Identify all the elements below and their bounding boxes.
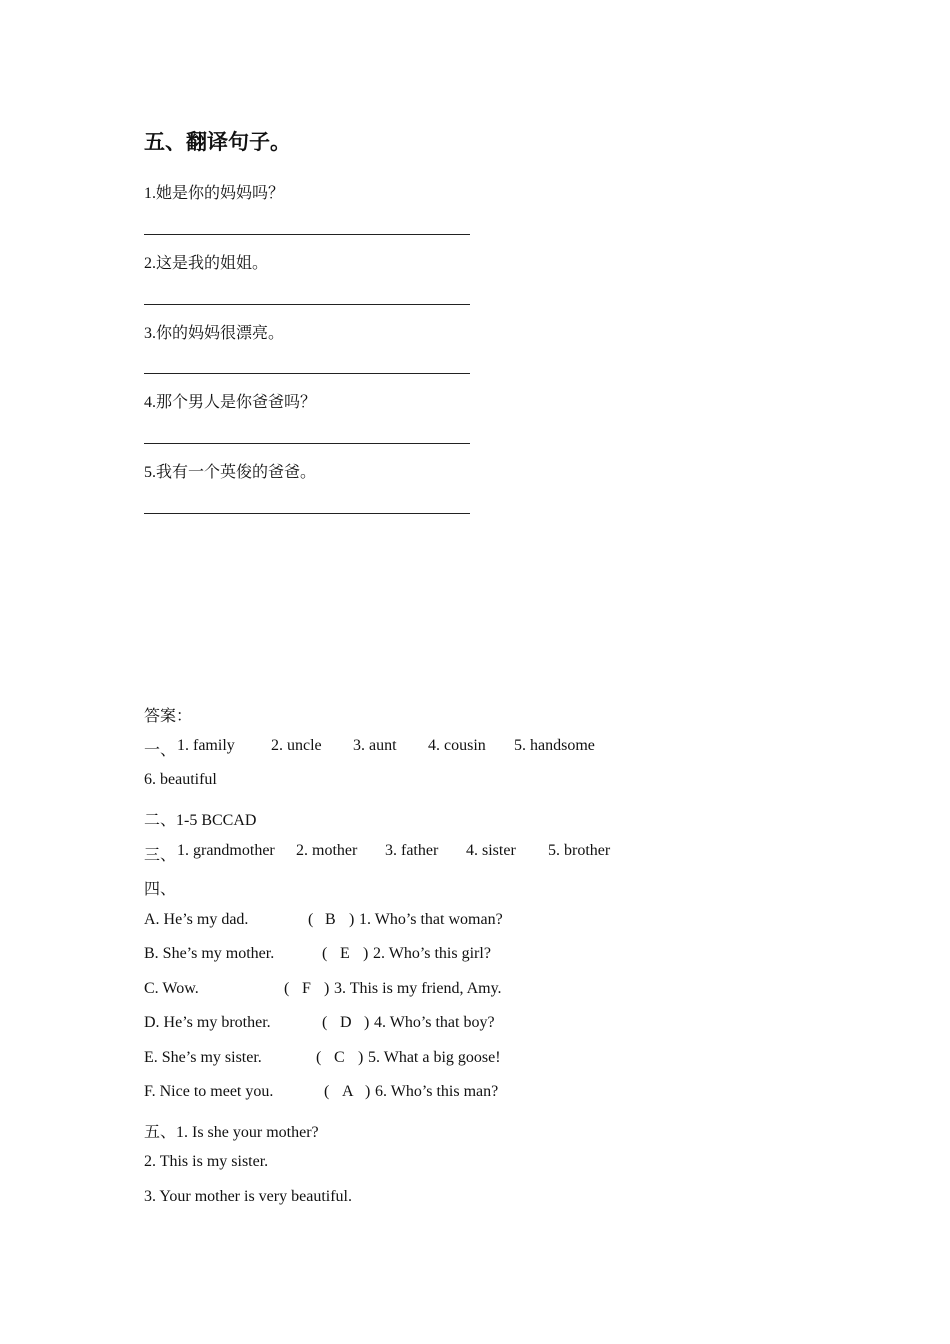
question-3: 3.你的妈妈很漂亮。 xyxy=(144,325,285,342)
part3-item-5: 5. brother xyxy=(548,842,611,859)
match-left-e: E. She’s my sister. xyxy=(144,1049,262,1066)
question-4: 4.那个男人是你爸爸吗？ xyxy=(144,394,317,411)
match-question-3: 3. This is my friend, Amy. xyxy=(334,980,502,997)
paren-close: ) xyxy=(349,911,355,928)
match-question-2: 2. Who’s this girl? xyxy=(373,945,491,962)
part3-item-4: 4. sister xyxy=(466,842,516,859)
paren-open: ( xyxy=(308,911,314,928)
paren-close: ) xyxy=(364,1014,370,1031)
part1-item-3: 3. aunt xyxy=(353,737,397,754)
match-question-1: 1. Who’s that woman? xyxy=(359,911,503,928)
question-5: 5.我有一个英俊的爸爸。 xyxy=(144,464,317,481)
answer-line-5 xyxy=(144,513,470,514)
part4-label: 四、 xyxy=(144,881,177,898)
match-left-f: F. Nice to meet you. xyxy=(144,1083,274,1100)
match-question-5: 5. What a big goose! xyxy=(368,1049,501,1066)
part3-item-2: 2. mother xyxy=(296,842,358,859)
match-answer-6: A xyxy=(342,1083,354,1100)
part5-answer-1: 五、1. Is she your mother? xyxy=(144,1124,319,1141)
question-2: 2.这是我的姐姐。 xyxy=(144,255,269,272)
part1-item-5: 5. handsome xyxy=(514,737,595,754)
answers-heading: 答案： xyxy=(144,708,193,725)
part3-label: 三、 xyxy=(144,847,177,864)
part1-item-4: 4. cousin xyxy=(428,737,486,754)
answer-line-1 xyxy=(144,234,470,235)
part5-answer-2: 2. This is my sister. xyxy=(144,1153,269,1170)
part1-item-2: 2. uncle xyxy=(271,737,322,754)
paren-open: ( xyxy=(284,980,290,997)
paren-close: ) xyxy=(324,980,330,997)
match-answer-3: F xyxy=(302,980,311,997)
part1-item-1: 1. family xyxy=(177,737,235,754)
match-left-d: D. He’s my brother. xyxy=(144,1014,271,1031)
paren-open: ( xyxy=(322,1014,328,1031)
part1-item-6: 6. beautiful xyxy=(144,771,217,788)
part2-answer: 二、1-5 BCCAD xyxy=(144,812,257,829)
match-left-b: B. She’s my mother. xyxy=(144,945,275,962)
match-answer-4: D xyxy=(340,1014,352,1031)
paren-close: ) xyxy=(358,1049,364,1066)
part3-item-3: 3. father xyxy=(385,842,439,859)
section-title: 五、翻译句子。 xyxy=(144,130,291,154)
match-left-a: A. He’s my dad. xyxy=(144,911,249,928)
match-left-c: C. Wow. xyxy=(144,980,199,997)
match-question-6: 6. Who’s this man? xyxy=(375,1083,499,1100)
part1-label: 一、 xyxy=(144,742,177,759)
question-1: 1.她是你的妈妈吗？ xyxy=(144,185,285,202)
match-answer-5: C xyxy=(334,1049,345,1066)
match-question-4: 4. Who’s that boy? xyxy=(374,1014,495,1031)
answer-line-2 xyxy=(144,304,470,305)
paren-open: ( xyxy=(316,1049,322,1066)
paren-close: ) xyxy=(365,1083,371,1100)
paren-open: ( xyxy=(322,945,328,962)
match-answer-1: B xyxy=(325,911,336,928)
match-answer-2: E xyxy=(340,945,350,962)
part3-item-1: 1. grandmother xyxy=(177,842,275,859)
answer-line-3 xyxy=(144,373,470,374)
part5-answer-3: 3. Your mother is very beautiful. xyxy=(144,1188,352,1205)
paren-open: ( xyxy=(324,1083,330,1100)
paren-close: ) xyxy=(363,945,369,962)
answer-line-4 xyxy=(144,443,470,444)
